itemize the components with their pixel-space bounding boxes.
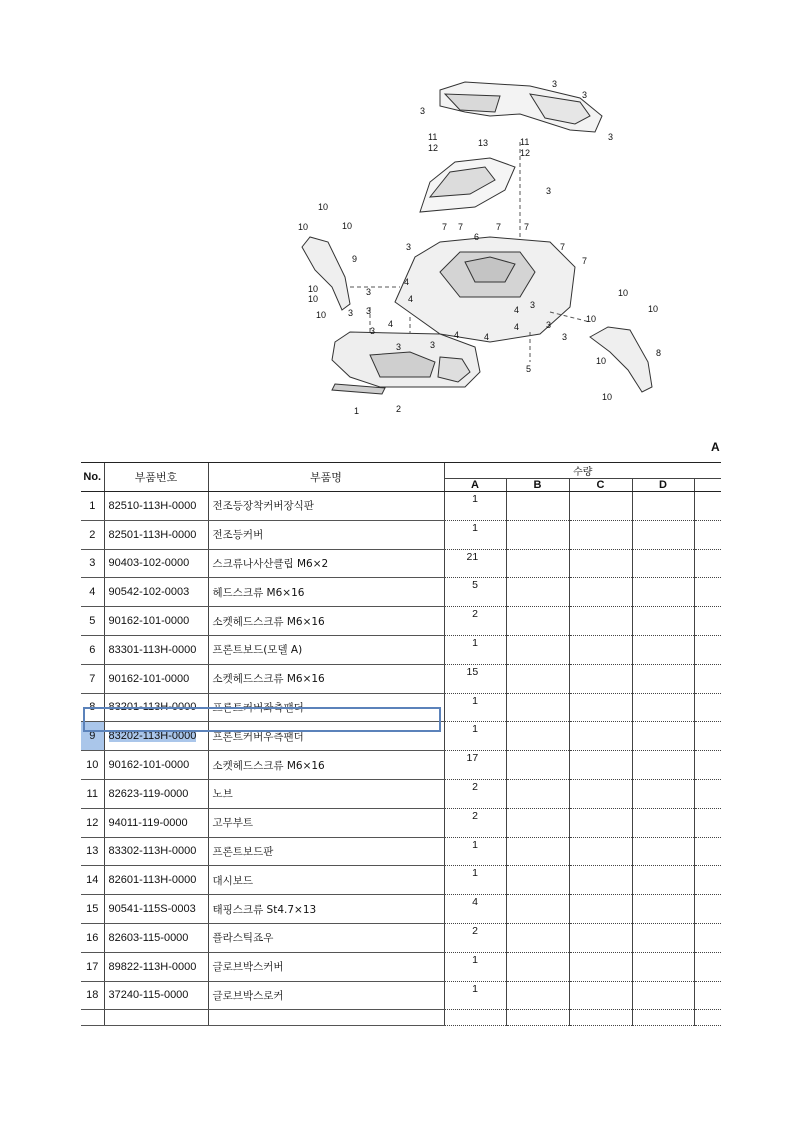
callout-label: 3 bbox=[366, 306, 372, 316]
table-row bbox=[81, 751, 721, 780]
row-qty-c bbox=[569, 1010, 632, 1026]
callout-label: 4 bbox=[408, 294, 414, 304]
row-part-name bbox=[208, 1010, 444, 1026]
table-row bbox=[81, 952, 721, 981]
row-qty-e bbox=[694, 952, 721, 981]
section-letter: A bbox=[711, 440, 720, 454]
row-part-name: 전조등커버 bbox=[208, 520, 444, 549]
table-row bbox=[81, 635, 721, 664]
exploded-parts-diagram bbox=[290, 72, 670, 432]
callout-label: 4 bbox=[514, 322, 520, 332]
row-qty-e bbox=[694, 607, 721, 636]
row-qty-c bbox=[569, 578, 632, 607]
callout-label: 8 bbox=[656, 348, 662, 358]
callout-label: 10 bbox=[648, 304, 659, 314]
callout-label: 10 bbox=[308, 284, 319, 294]
callout-label: 12 bbox=[520, 148, 531, 158]
callout-label: 5 bbox=[526, 364, 532, 374]
row-part-number[interactable]: 90542-102-0003 bbox=[104, 578, 208, 607]
row-qty-a: 4 bbox=[444, 895, 506, 924]
row-qty-c bbox=[569, 808, 632, 837]
callout-label: 6 bbox=[474, 232, 480, 242]
row-qty-e bbox=[694, 779, 721, 808]
row-part-number[interactable] bbox=[104, 722, 208, 751]
callout-label: 10 bbox=[602, 392, 613, 402]
callout-label: 3 bbox=[420, 106, 426, 116]
row-part-name: 소켓헤드스크류 M6×16 bbox=[208, 664, 444, 693]
row-qty-a bbox=[444, 1010, 506, 1026]
row-qty-c bbox=[569, 607, 632, 636]
row-qty-e bbox=[694, 837, 721, 866]
row-qty-e bbox=[694, 751, 721, 780]
row-qty-c bbox=[569, 722, 632, 751]
row-qty-a: 15 bbox=[444, 664, 506, 693]
row-qty-b bbox=[506, 1010, 569, 1026]
row-qty-b bbox=[506, 751, 569, 780]
table-row bbox=[81, 981, 721, 1010]
row-no: 12 bbox=[81, 808, 104, 837]
callout-label: 3 bbox=[552, 79, 558, 89]
row-qty-b bbox=[506, 808, 569, 837]
row-no: 16 bbox=[81, 923, 104, 952]
callout-label: 3 bbox=[562, 332, 568, 342]
row-no: 7 bbox=[81, 664, 104, 693]
callout-label: 2 bbox=[396, 404, 402, 414]
row-qty-a: 1 bbox=[444, 866, 506, 895]
row-part-name: 글로브박스커버 bbox=[208, 952, 444, 981]
callout-label: 10 bbox=[318, 202, 329, 212]
row-part-number[interactable]: 94011-119-0000 bbox=[104, 808, 208, 837]
table-row bbox=[81, 808, 721, 837]
row-qty-d bbox=[632, 751, 694, 780]
row-part-name: 소켓헤드스크류 M6×16 bbox=[208, 607, 444, 636]
row-qty-a: 17 bbox=[444, 751, 506, 780]
header-qty-e bbox=[694, 479, 721, 492]
row-qty-d bbox=[632, 837, 694, 866]
row-qty-e bbox=[694, 722, 721, 751]
table-row bbox=[81, 866, 721, 895]
row-part-number[interactable]: 90541-115S-0003 bbox=[104, 895, 208, 924]
row-qty-e bbox=[694, 520, 721, 549]
row-qty-b bbox=[506, 520, 569, 549]
row-no: 18 bbox=[81, 981, 104, 1010]
callout-label: 3 bbox=[406, 242, 412, 252]
row-qty-b bbox=[506, 664, 569, 693]
callout-label: 11 bbox=[520, 137, 530, 147]
callout-label: 7 bbox=[524, 222, 530, 232]
row-no: 15 bbox=[81, 895, 104, 924]
row-qty-b bbox=[506, 549, 569, 578]
callout-label: 3 bbox=[366, 287, 372, 297]
row-qty-a: 1 bbox=[444, 837, 506, 866]
row-qty-d bbox=[632, 492, 694, 521]
row-qty-d bbox=[632, 779, 694, 808]
row-qty-c bbox=[569, 837, 632, 866]
row-qty-b bbox=[506, 607, 569, 636]
row-qty-c bbox=[569, 981, 632, 1010]
row-qty-e bbox=[694, 635, 721, 664]
callout-label: 3 bbox=[546, 186, 552, 196]
row-qty-c bbox=[569, 779, 632, 808]
row-qty-d bbox=[632, 520, 694, 549]
row-no: 5 bbox=[81, 607, 104, 636]
header-qty-b: B bbox=[506, 479, 569, 492]
row-qty-c bbox=[569, 866, 632, 895]
row-qty-a: 1 bbox=[444, 635, 506, 664]
row-qty-d bbox=[632, 578, 694, 607]
row-qty-b bbox=[506, 492, 569, 521]
table-row bbox=[81, 693, 721, 722]
callout-label: 10 bbox=[618, 288, 629, 298]
row-qty-a: 5 bbox=[444, 578, 506, 607]
row-part-name: 태핑스크류 St4.7×13 bbox=[208, 895, 444, 924]
table-row-selected[interactable] bbox=[81, 722, 721, 751]
header-qty-d: D bbox=[632, 479, 694, 492]
row-no: 13 bbox=[81, 837, 104, 866]
table-row bbox=[81, 779, 721, 808]
row-qty-c bbox=[569, 664, 632, 693]
row-part-number[interactable]: 90162-101-0000 bbox=[104, 664, 208, 693]
row-part-name: 플라스틱죠우 bbox=[208, 923, 444, 952]
row-qty-a: 1 bbox=[444, 492, 506, 521]
callout-label: 4 bbox=[514, 305, 520, 315]
callout-label: 10 bbox=[316, 310, 327, 320]
row-part-number[interactable]: 83301-113H-0000 bbox=[104, 635, 208, 664]
row-qty-d bbox=[632, 664, 694, 693]
row-qty-e bbox=[694, 1010, 721, 1026]
row-qty-c bbox=[569, 635, 632, 664]
row-no: 6 bbox=[81, 635, 104, 664]
row-qty-b bbox=[506, 923, 569, 952]
row-qty-b bbox=[506, 635, 569, 664]
row-qty-d bbox=[632, 923, 694, 952]
row-qty-b bbox=[506, 693, 569, 722]
row-part-name: 소켓헤드스크류 M6×16 bbox=[208, 751, 444, 780]
row-qty-a: 1 bbox=[444, 693, 506, 722]
callout-label: 4 bbox=[484, 332, 490, 342]
row-qty-e bbox=[694, 808, 721, 837]
row-part-number[interactable]: 82623-119-0000 bbox=[104, 779, 208, 808]
row-qty-c bbox=[569, 923, 632, 952]
callout-label: 10 bbox=[298, 222, 309, 232]
row-part-name: 프론트커버우측팬더 bbox=[208, 722, 444, 751]
row-no: 1 bbox=[81, 492, 104, 521]
callout-label: 10 bbox=[342, 221, 353, 231]
header-part-number: 부품번호 bbox=[104, 463, 208, 492]
callout-label: 4 bbox=[404, 277, 410, 287]
callout-label: 9 bbox=[352, 254, 358, 264]
row-part-name: 전조등장착커버장식판 bbox=[208, 492, 444, 521]
row-qty-d bbox=[632, 808, 694, 837]
row-qty-d bbox=[632, 549, 694, 578]
row-qty-c bbox=[569, 895, 632, 924]
callout-label: 7 bbox=[582, 256, 588, 266]
table-row bbox=[81, 549, 721, 578]
row-no: 17 bbox=[81, 952, 104, 981]
row-qty-a: 1 bbox=[444, 722, 506, 751]
row-qty-a: 1 bbox=[444, 981, 506, 1010]
row-qty-c bbox=[569, 693, 632, 722]
table-row bbox=[81, 664, 721, 693]
callout-label: 3 bbox=[546, 320, 552, 330]
row-no bbox=[81, 1010, 104, 1026]
row-part-number[interactable]: 83302-113H-0000 bbox=[104, 837, 208, 866]
callout-label: 3 bbox=[582, 90, 588, 100]
callout-label: 7 bbox=[458, 222, 464, 232]
row-part-number[interactable]: 90162-101-0000 bbox=[104, 751, 208, 780]
row-qty-d bbox=[632, 981, 694, 1010]
row-qty-a: 2 bbox=[444, 779, 506, 808]
callout-label: 3 bbox=[396, 342, 402, 352]
header-no: No. bbox=[81, 463, 104, 492]
callout-label: 10 bbox=[596, 356, 607, 366]
table-row bbox=[81, 895, 721, 924]
header-quantity: 수량 bbox=[444, 463, 721, 479]
row-qty-b bbox=[506, 722, 569, 751]
row-qty-a: 21 bbox=[444, 549, 506, 578]
row-qty-d bbox=[632, 693, 694, 722]
row-qty-e bbox=[694, 578, 721, 607]
callout-label: 11 bbox=[428, 132, 438, 142]
row-qty-a: 2 bbox=[444, 607, 506, 636]
row-qty-a: 1 bbox=[444, 520, 506, 549]
header-part-name: 부품명 bbox=[208, 463, 444, 492]
callout-label: 3 bbox=[530, 300, 536, 310]
row-no: 4 bbox=[81, 578, 104, 607]
callout-label: 3 bbox=[430, 340, 436, 350]
header-qty-a: A bbox=[444, 479, 506, 492]
row-no: 2 bbox=[81, 520, 104, 549]
row-qty-a: 2 bbox=[444, 923, 506, 952]
row-qty-d bbox=[632, 1010, 694, 1026]
callout-label: 3 bbox=[608, 132, 614, 142]
row-qty-e bbox=[694, 895, 721, 924]
row-qty-d bbox=[632, 607, 694, 636]
callout-label: 7 bbox=[442, 222, 448, 232]
callout-label: 12 bbox=[428, 143, 439, 153]
row-qty-b bbox=[506, 779, 569, 808]
row-part-number[interactable]: 37240-115-0000 bbox=[104, 981, 208, 1010]
row-no: 3 bbox=[81, 549, 104, 578]
row-part-number[interactable]: 90403-102-0000 bbox=[104, 549, 208, 578]
callout-label: 7 bbox=[496, 222, 502, 232]
row-qty-b bbox=[506, 895, 569, 924]
row-part-name: 노브 bbox=[208, 779, 444, 808]
row-part-number[interactable]: 83201-113H-0000 bbox=[104, 693, 208, 722]
row-qty-b bbox=[506, 981, 569, 1010]
row-part-name: 프론트커버좌측팬더 bbox=[208, 693, 444, 722]
row-part-number bbox=[104, 1010, 208, 1026]
row-qty-e bbox=[694, 866, 721, 895]
parts-table bbox=[81, 462, 721, 1026]
row-part-name: 헤드스크류 M6×16 bbox=[208, 578, 444, 607]
row-qty-b bbox=[506, 952, 569, 981]
table-row bbox=[81, 578, 721, 607]
row-part-name: 글로브박스로커 bbox=[208, 981, 444, 1010]
header-qty-c: C bbox=[569, 479, 632, 492]
row-qty-e bbox=[694, 923, 721, 952]
row-no: 9 bbox=[81, 722, 104, 751]
callout-label: 4 bbox=[388, 319, 394, 329]
row-qty-c bbox=[569, 751, 632, 780]
callout-label: 7 bbox=[560, 242, 566, 252]
row-part-name: 대시보드 bbox=[208, 866, 444, 895]
callout-label: 3 bbox=[370, 326, 376, 336]
row-qty-c bbox=[569, 492, 632, 521]
row-qty-e bbox=[694, 981, 721, 1010]
row-qty-d bbox=[632, 895, 694, 924]
row-qty-c bbox=[569, 952, 632, 981]
row-qty-e bbox=[694, 549, 721, 578]
callout-label: 10 bbox=[586, 314, 597, 324]
row-part-number[interactable]: 82603-115-0000 bbox=[104, 923, 208, 952]
callout-label: 1 bbox=[354, 406, 360, 416]
table-row bbox=[81, 520, 721, 549]
row-part-number[interactable]: 82501-113H-0000 bbox=[104, 520, 208, 549]
row-part-number[interactable]: 82601-113H-0000 bbox=[104, 866, 208, 895]
row-qty-d bbox=[632, 952, 694, 981]
row-no: 11 bbox=[81, 779, 104, 808]
table-row bbox=[81, 607, 721, 636]
table-row-empty bbox=[81, 1010, 721, 1026]
diagram-drawing bbox=[290, 72, 670, 432]
row-part-number[interactable]: 90162-101-0000 bbox=[104, 607, 208, 636]
row-qty-c bbox=[569, 520, 632, 549]
row-part-name: 고무부트 bbox=[208, 808, 444, 837]
row-qty-e bbox=[694, 693, 721, 722]
selected-part-number-text[interactable]: 83202-113H-0000 bbox=[108, 730, 197, 743]
table-row bbox=[81, 923, 721, 952]
callout-label: 4 bbox=[454, 330, 460, 340]
row-no: 10 bbox=[81, 751, 104, 780]
row-part-number[interactable]: 89822-113H-0000 bbox=[104, 952, 208, 981]
table-row bbox=[81, 492, 721, 521]
row-part-name: 프론트보드(모델 A) bbox=[208, 635, 444, 664]
row-qty-d bbox=[632, 866, 694, 895]
row-no: 14 bbox=[81, 866, 104, 895]
row-qty-a: 2 bbox=[444, 808, 506, 837]
row-no: 8 bbox=[81, 693, 104, 722]
row-part-name: 스크류나사산클립 M6×2 bbox=[208, 549, 444, 578]
callout-label: 10 bbox=[308, 294, 319, 304]
row-qty-b bbox=[506, 837, 569, 866]
row-qty-e bbox=[694, 492, 721, 521]
table-row bbox=[81, 837, 721, 866]
row-qty-b bbox=[506, 866, 569, 895]
row-qty-d bbox=[632, 635, 694, 664]
callout-label: 3 bbox=[348, 308, 354, 318]
callout-label: 13 bbox=[478, 138, 489, 148]
row-qty-a: 1 bbox=[444, 952, 506, 981]
row-qty-c bbox=[569, 549, 632, 578]
row-qty-d bbox=[632, 722, 694, 751]
row-part-name: 프론트보드판 bbox=[208, 837, 444, 866]
row-qty-b bbox=[506, 578, 569, 607]
row-part-number[interactable]: 82510-113H-0000 bbox=[104, 492, 208, 521]
row-qty-e bbox=[694, 664, 721, 693]
